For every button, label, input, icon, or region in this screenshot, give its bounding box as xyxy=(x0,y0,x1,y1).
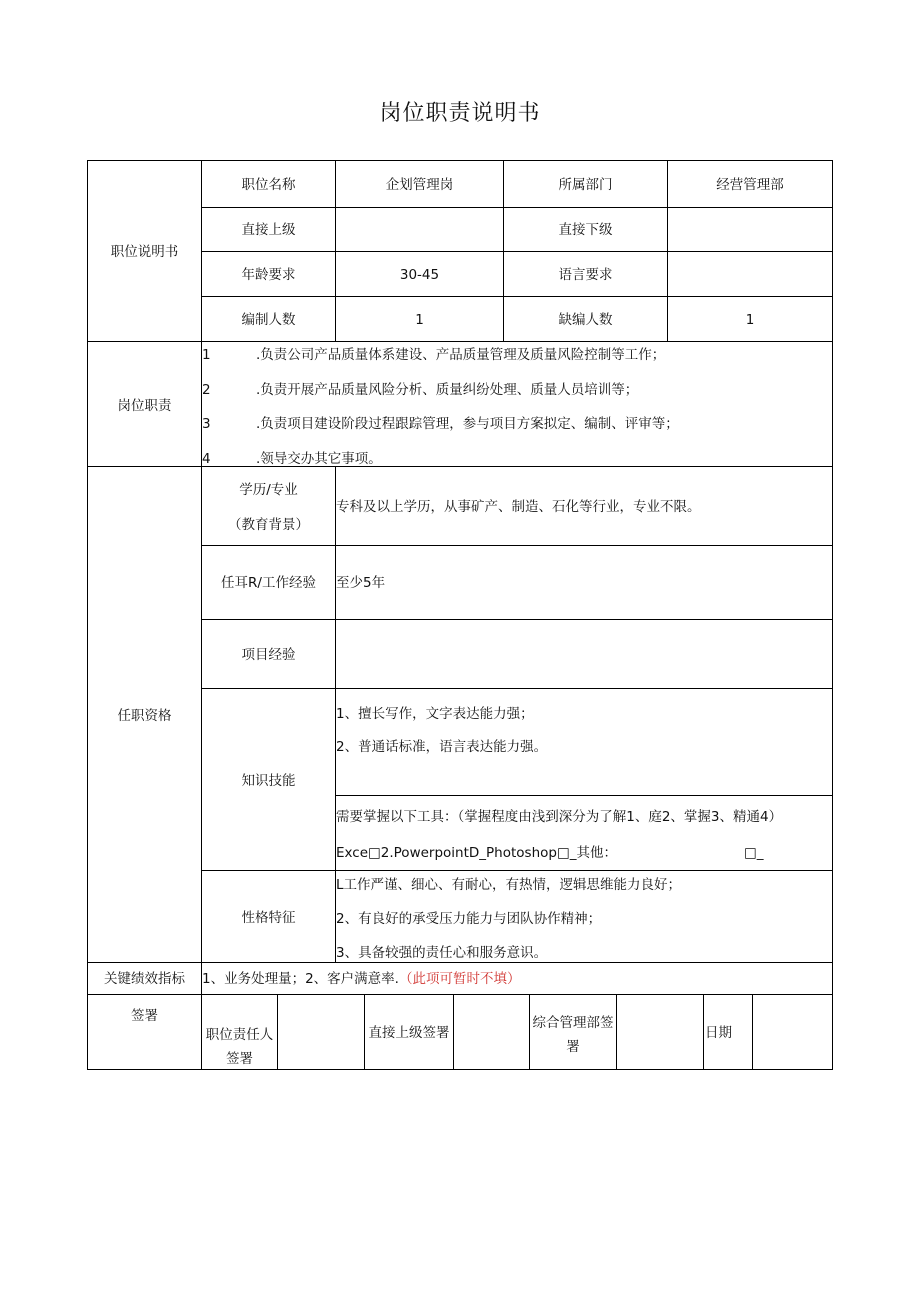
duty-text: .负责开展产品质量风险分析、质量纠纷处理、质量人员培训等； xyxy=(256,382,639,398)
duty-number: 4 xyxy=(202,451,211,467)
duty-text: .负责公司产品质量体系建设、产品质量管理及质量风险控制等工作； xyxy=(256,347,666,363)
personality-item: 3、具备较强的责任心和服务意识。 xyxy=(336,945,548,961)
skills-item: 1、擅长写作，文字表达能力强； xyxy=(336,706,534,722)
superior-signature-label: 直接上级签署 xyxy=(368,1025,450,1041)
responsible-person-label-sub: 签署 xyxy=(226,1051,253,1067)
section-label-duties: 岗位职责 xyxy=(117,398,172,414)
duty-number: 2 xyxy=(202,382,211,398)
education-label-sub: （教育背景） xyxy=(228,517,309,533)
age-label: 年龄要求 xyxy=(241,267,296,283)
language-label: 语言要求 xyxy=(558,267,613,283)
age-value: 30-45 xyxy=(399,267,440,283)
dept-label: 所属部门 xyxy=(558,177,613,193)
general-management-label-sub: 署 xyxy=(566,1039,580,1055)
page-title: 岗位职责说明书 xyxy=(379,101,541,126)
vacancy-value: 1 xyxy=(745,312,755,328)
project-label: 项目经验 xyxy=(241,647,296,663)
tools-list: Exce□2.PowerpointD_Photoshop□_其他： xyxy=(336,845,617,861)
duty-number: 1 xyxy=(202,347,211,363)
tools-requirement: 需要掌握以下工具：（掌握程度由浅到深分为了解1、庭2、掌握3、精通4） xyxy=(336,809,783,825)
subordinate-label: 直接下级 xyxy=(558,222,613,238)
kpi-value xyxy=(202,970,520,988)
dept-value: 经营管理部 xyxy=(716,177,784,193)
personality-label: 性格特征 xyxy=(241,910,296,926)
job-name-value: 企划管理岗 xyxy=(385,177,454,193)
date-label: 日期 xyxy=(705,1025,732,1041)
section-label-qualifications: 任职资格 xyxy=(117,708,172,724)
experience-value: 至少5年 xyxy=(336,575,386,591)
general-management-label: 综合管理部签 xyxy=(532,1015,614,1031)
headcount-value: 1 xyxy=(415,312,424,328)
signature-label: 签署 xyxy=(131,1008,158,1024)
duty-number: 3 xyxy=(202,416,211,432)
superior-label: 直接上级 xyxy=(241,222,296,238)
section-label-job: 职位说明书 xyxy=(110,244,179,260)
education-label: 学历/专业 xyxy=(239,482,298,498)
personality-item: L工作严谨、细心、有耐心，有热情，逻辑思维能力良好； xyxy=(336,877,682,893)
skills-item: 2、普通话标准，语言表达能力强。 xyxy=(336,739,548,755)
duty-text: .领导交办其它事项。 xyxy=(256,451,382,467)
kpi-label: 关键绩效指标 xyxy=(104,971,185,987)
tools-list-tail: □_ xyxy=(744,845,764,861)
vacancy-label: 缺编人数 xyxy=(558,312,613,328)
education-value: 专科及以上学历，从事矿产、制造、石化等行业，专业不限。 xyxy=(336,499,701,515)
kpi-note: （此项可暂时不填） xyxy=(398,971,521,987)
job-name-label: 职位名称 xyxy=(241,177,296,193)
experience-label: 任耳R/工作经验 xyxy=(221,575,316,591)
skills-label: 知识技能 xyxy=(241,773,296,789)
headcount-label: 编制人数 xyxy=(241,312,296,328)
duty-text: .负责项目建设阶段过程跟踪管理，参与项目方案拟定、编制、评审等； xyxy=(256,416,679,432)
personality-item: 2、有良好的承受压力能力与团队协作精神； xyxy=(336,911,602,927)
kpi-items: 1、业务处理量；2、客户满意率. xyxy=(202,971,399,987)
responsible-person-label: 职位责任人 xyxy=(205,1027,274,1043)
